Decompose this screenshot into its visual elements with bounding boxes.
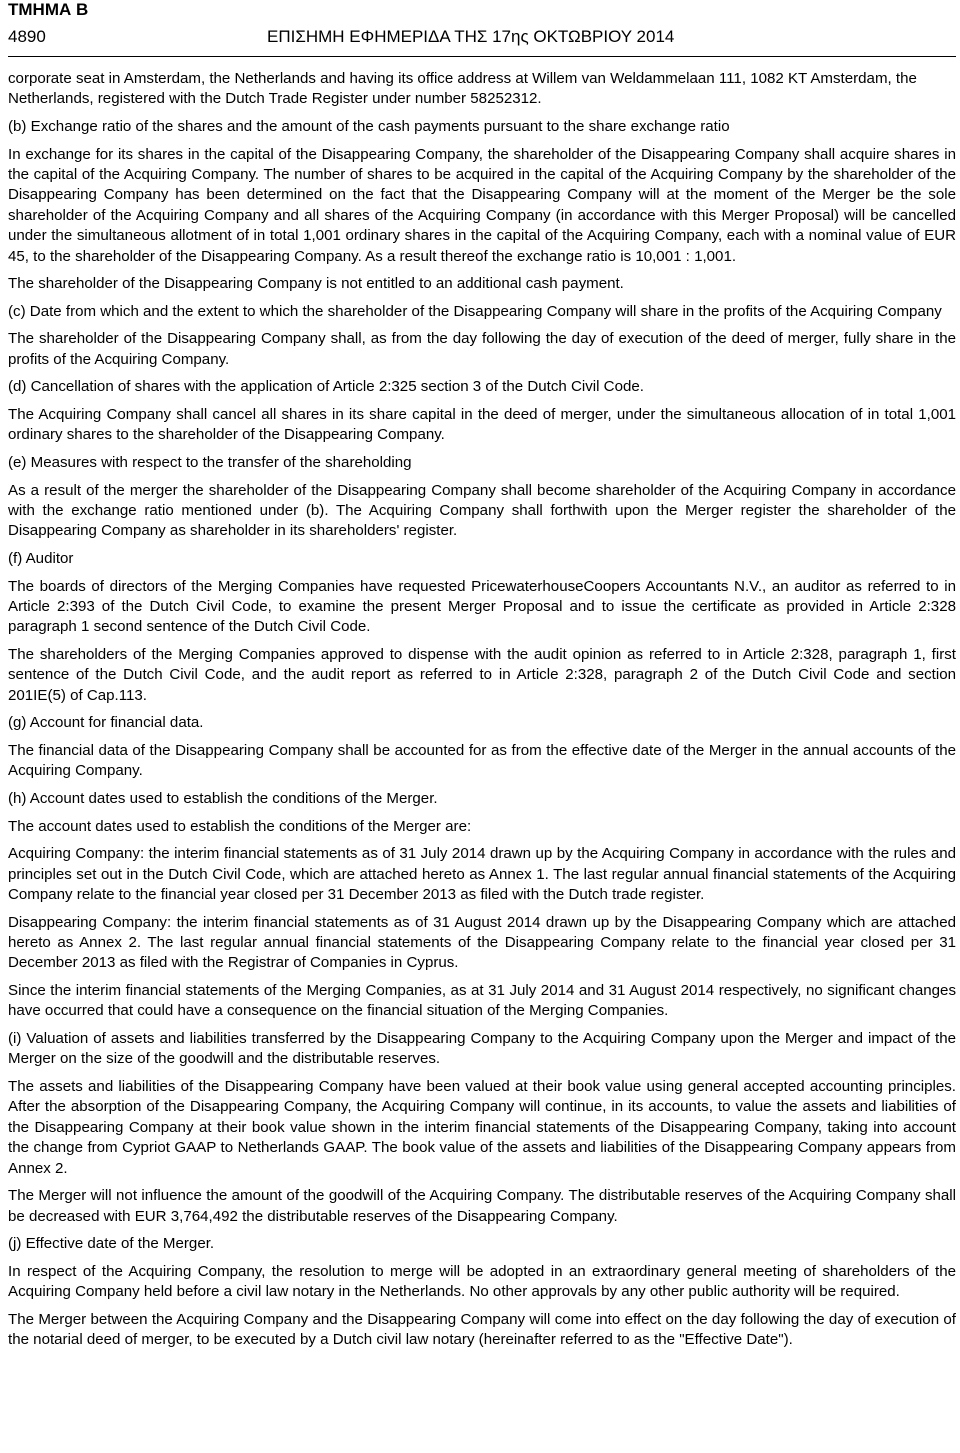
paragraph: The shareholders of the Merging Companies approved to dispense with the audit opinion as referred to in Article 2:328, paragraph 1, first sentence of the Dutch Civil Code, and the audit report as referred to in Article 2:328, paragraph 2 of the Dutch Civil Code and section 201IE(5) of Cap.113. [8,646,956,704]
paragraph: The financial data of the Disappearing Company shall be accounted for as from the effective date of the Merger in the annual accounts of the Acquiring Company. [8,742,956,780]
subsection-heading: (c) Date from which and the extent to which the shareholder of the Disappearing Company will share in the profits of the Acquiring Company [8,302,942,320]
subsection-heading: (g) Account for financial data. [8,714,204,732]
paragraph: In respect of the Acquiring Company, the resolution to merge will be adopted in an extraordinary general meeting of shareholders of the Acquiring Company held before a civil law notary in the Netherlands. No other approvals by any other public authority will be required. [8,1262,956,1301]
paragraph: The boards of directors of the Merging Companies have requested PricewaterhouseCoopers Accountants N.V., an auditor as referred to in Article 2:393 of the Dutch Civil Code, to examine the present Merger Proposal and to issue the certificate as provided in Article 2:328 paragraph 1 second sentence of the Dutch Civil Code. [8,577,956,636]
paragraph: The assets and liabilities of the Disappearing Company have been valued at their book value using general accepted accounting principles. After the absorption of the Disappearing Company, the Acquiring Company will continue, in its accounts, to value the assets and liabilities of the Disappearing Company at their book value shown in the interim financial statements of the Disappearing Company, taking into account the change from Cypriot GAAP to Netherlands GAAP. The book value of the assets and liabilities of the Disappearing Company appears from Annex 2. [8,1078,956,1177]
page-header [8,25,956,49]
paragraph: corporate seat in Amsterdam, the Netherlands and having its office address at Willem van Weldammelaan 111, 1082 KT Amsterdam, the Netherlands, registered with the Dutch Trade Register under number 58252312. [8,70,917,108]
running-title: ΕΠΙΣΗΜΗ ΕΦΗΜΕΡΙΔΑ ΤΗΣ 17ης ΟΚΤΩΒΡΙΟΥ 2014 [267,27,675,46]
paragraph: Disappearing Company: the interim financial statements as of 31 August 2014 drawn up by the Disappearing Company which are attached hereto as Annex 2. The last regular annual financial statements of the Disappearing Company relate to the financial year closed per 31 December 2013 as filed with the Registrar of Companies in Cyprus. [8,913,956,972]
document-page [8,0,956,1358]
paragraph: Since the interim financial statements of the Merging Companies, as at 31 July 2014 and 31 August 2014 respectively, no significant changes have occurred that could have a consequence on the financial situation of the Merging Companies. [8,982,956,1020]
paragraph: The Merger will not influence the amount of the goodwill of the Acquiring Company. The distributable reserves of the Acquiring Company shall be decreased with EUR 3,764,492 the distributable reserves of the Disappearing Company. [8,1187,956,1225]
subsection-heading: (j) Effective date of the Merger. [8,1235,215,1253]
page-number: 4890 [8,27,46,46]
paragraph: The Acquiring Company shall cancel all shares in its share capital in the deed of merger, under the simultaneous allocation of in total 1,001 ordinary shares to the shareholder of the Disappearing Company. [8,406,956,444]
subsection-heading: (h) Account dates used to establish the conditions of the Merger. [8,790,438,807]
subsection-heading: (b) Exchange ratio of the shares and the amount of the cash payments pursuant to the share exchange ratio [8,118,730,135]
paragraph: The shareholder of the Disappearing Company shall, as from the day following the day of execution of the deed of merger, fully share in the profits of the Acquiring Company. [8,330,956,368]
subsection-heading: (e) Measures with respect to the transfer of the shareholding [8,454,412,471]
section-label: ΤΜΗΜΑ Β [8,0,89,19]
paragraph: In exchange for its shares in the capital of the Disappearing Company, the shareholder of the Disappearing Company shall acquire shares in the capital of the Acquiring Company. The number of shares to be acquired in the capital of the Acquiring Company by the shareholder of the Disappearing Company has been determined on the fact that the Disappearing Company will at the moment of the Merger be the sole shareholder of the Acquiring Company and all shares of the Acquiring Company (in accordance with this Merger Proposal) will be cancelled under the simultaneous allotment of in total 1,001 ordinary shares in the capital of the Acquiring Company, each with a nominal value of EUR 45, to the shareholder of the Disappearing Company. As a result thereof the exchange ratio is 10,001 : 1,001. [8,145,956,265]
paragraph: The shareholder of the Disappearing Company is not entitled to an additional cash payment. [8,275,624,293]
subsection-heading: (i) Valuation of assets and liabilities transferred by the Disappearing Company to the Acquiring Company upon the Merger and impact of the Merger on the size of the goodwill and the distributable reserves. [8,1030,956,1068]
subsection-heading: (f) Auditor [8,550,74,567]
document-body [8,69,956,1351]
subsection-heading: (d) Cancellation of shares with the application of Article 2:325 section 3 of the Dutch Civil Code. [8,378,644,396]
header-divider [8,56,956,57]
paragraph: The account dates used to establish the conditions of the Merger are: [8,817,472,835]
paragraph: Acquiring Company: the interim financial statements as of 31 July 2014 drawn up by the Acquiring Company in accordance with the rules and principles set out in the Dutch Civil Code, which are attached hereto as Annex 1. The last regular annual financial statements of the Acquiring Company relate to the financial year closed per 31 December 2013 as filed with the Dutch trade register. [8,845,956,903]
paragraph: The Merger between the Acquiring Company and the Disappearing Company will come into effect on the day following the day of execution of the notarial deed of merger, to be executed by a Dutch civil law notary (hereinafter referred to as the "Effective Date"). [8,1310,956,1349]
paragraph: As a result of the merger the shareholder of the Disappearing Company shall become shareholder of the Acquiring Company in accordance with the exchange ratio mentioned under (b). The Acquiring Company shall forthwith upon the Merger register the shareholder of the Disappearing Company as shareholder in its shareholders' register. [8,481,956,540]
